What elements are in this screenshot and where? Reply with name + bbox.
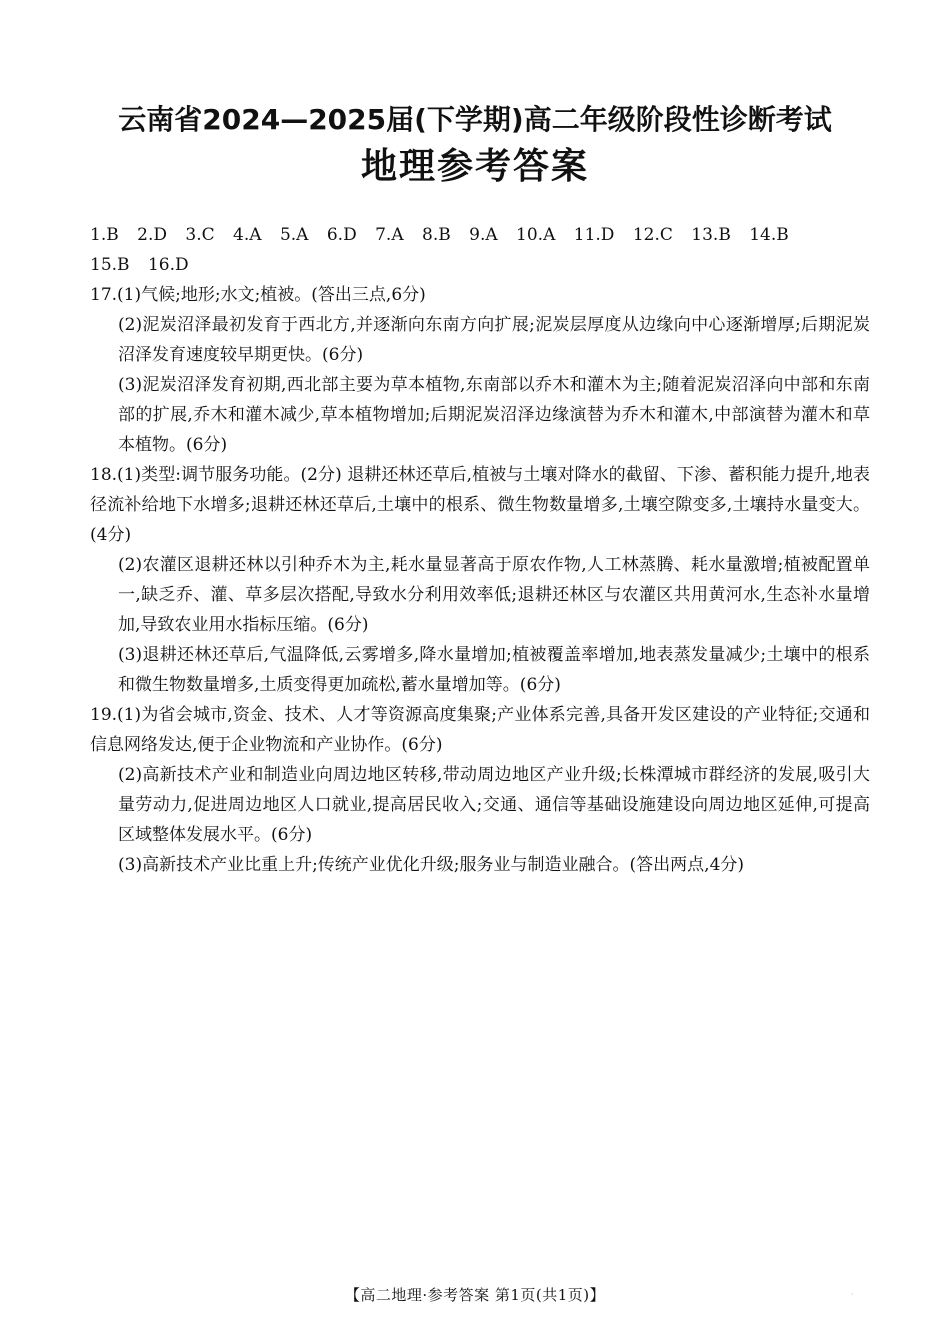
mc-answer: 9.A	[469, 225, 498, 245]
q19-part2: (2)高新技术产业和制造业向周边地区转移,带动周边地区产业升级;长株潭城市群经济的发展,吸引大量劳动力,促进周边地区人口就业,提高居民收入;交通、通信等基础设施建设向周边地区延伸,可提高区域整体发展水平。(6分)	[118, 765, 870, 845]
q18-part3: (3)退耕还林还草后,气温降低,云雾增多,降水量增加;植被覆盖率增加,地表蒸发量减少;土壤中的根系和微生物数量增多,土质变得更加疏松,蓄水量增加等。(6分)	[118, 645, 870, 695]
mc-answer: 1.B	[90, 225, 119, 245]
mc-answer: 7.A	[375, 225, 404, 245]
q18-part1: 18.(1)类型:调节服务功能。(2分) 退耕还林还草后,植被与土壤对降水的截留、下渗、蓄积能力提升,地表径流补给地下水增多;退耕还林还草后,土壤中的根系、微生物数量增多,土壤空隙变多,土壤持水量变大。(4分)	[90, 465, 870, 545]
document-title: 地理参考答案	[360, 146, 589, 187]
mc-answer: 10.A	[516, 225, 556, 245]
mc-answer: 12.C	[632, 225, 673, 245]
mc-answer: 13.B	[691, 225, 731, 245]
q17-part3: (3)泥炭沼泽发育初期,西北部主要为草本植物,东南部以乔木和灌木为主;随着泥炭沼泽向中部和东南部的扩展,乔木和灌木减少,草本植物增加;后期泥炭沼泽边缘演替为乔木和灌木,中部演替为灌木和草本植物。(6分)	[118, 375, 870, 455]
answer-content	[90, 220, 870, 880]
corner-mark: ·	[851, 1290, 854, 1299]
q19-part3: (3)高新技术产业比重上升;传统产业优化升级;服务业与制造业融合。(答出两点,4分)	[118, 855, 745, 875]
mc-answer: 11.D	[573, 225, 615, 245]
mc-answer: 3.C	[185, 225, 215, 245]
mc-answers-row-2	[90, 250, 870, 280]
mc-answer: 16.D	[147, 255, 189, 275]
mc-answer: 14.B	[749, 225, 789, 245]
mc-answer: 2.D	[137, 225, 167, 245]
exam-title: 云南省2024—2025届(下学期)高二年级阶段性诊断考试	[118, 103, 832, 136]
mc-answers-row-1	[90, 220, 870, 250]
q18-part2: (2)农灌区退耕还林以引种乔木为主,耗水量显著高于原农作物,人工林蒸腾、耗水量激增;植被配置单一,缺乏乔、灌、草多层次搭配,导致水分利用效率低;退耕还林区与农灌区共用黄河水,生态补水量增加,导致农业用水指标压缩。(6分)	[118, 555, 870, 635]
mc-answer: 6.D	[326, 225, 357, 245]
page-footer: 【高二地理·参考答案 第1页(共1页)】	[344, 1286, 606, 1304]
mc-answer: 15.B	[90, 255, 130, 275]
mc-answer: 5.A	[279, 225, 309, 245]
mc-answer: 4.A	[233, 225, 262, 245]
mc-answer: 8.B	[422, 225, 451, 245]
q19-part1: 19.(1)为省会城市,资金、技术、人才等资源高度集聚;产业体系完善,具备开发区建设的产业特征;交通和信息网络发达,便于企业物流和产业协作。(6分)	[90, 705, 870, 755]
q17-part2: (2)泥炭沼泽最初发育于西北方,并逐渐向东南方向扩展;泥炭层厚度从边缘向中心逐渐增厚;后期泥炭沼泽发育速度较早期更快。(6分)	[118, 315, 870, 365]
q17-part1: 17.(1)气候;地形;水文;植被。(答出三点,6分)	[90, 285, 426, 305]
